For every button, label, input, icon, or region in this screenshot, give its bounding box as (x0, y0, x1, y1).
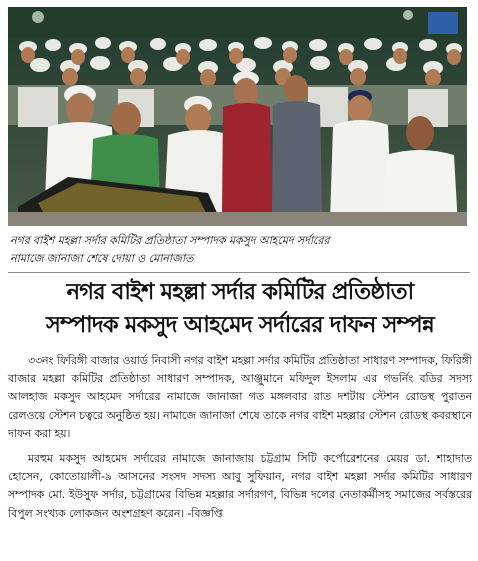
headline-line-1: নগর বাইশ মহল্লা সর্দার কমিটির প্রতিষ্ঠাতা (66, 279, 414, 305)
article-body (8, 352, 472, 530)
article-paragraph-1: ৩৩নং ফিরিঙ্গী বাজার ওয়ার্ড নিবাসী নগর বাইশ মহল্লা সর্দার কমিটির প্রতিষ্ঠাতা সাধারণ সম্পাদক, ফিরিঙ্গী বাজার মহল্লা কমিটির প্রতিষ্ঠাতা সাধারণ সম্পাদক, আঞ্জুমানে মফিদুল ইসলাম এর গভর্নিং বডির সদস্য আলহাজ মকসুদ আহমেদ সর্দারের নামাজে জানাজা গত মঙ্গলবার রাত দশটায় স্টেশন রোডস্থ পুরাতন রেলওয়ে স্টেশন চত্বরে অনুষ্ঠিত হয়। নামাজে জানাজা শেষে তাকে নগর বাইশ মহল্লার স্টেশন রোডস্থ কবরস্থানে দাফন করা হয়। (8, 354, 472, 440)
caption-divider (8, 272, 470, 273)
headline (6, 276, 474, 342)
prayer-gathering-photo (8, 7, 467, 226)
photo-caption (10, 232, 470, 268)
photo-caption-line-1: নগর বাইশ মহল্লা সর্দার কমিটির প্রতিষ্ঠাতা সম্পাদক মকসুদ আহমেদ সর্দারের (10, 234, 330, 247)
photo-caption-line-2: নামাজে জানাজা শেষে দোয়া ও মোনাজাত (10, 252, 194, 265)
photo-illustration (8, 7, 467, 226)
article-paragraph-2: মরহুম মকসুদ আহমেদ সর্দারের নামাজে জানাজায় চট্টগ্রাম সিটি কর্পোরেশনের মেয়র ডা. শাহাদাত হোসেন, কোতোয়ালী-৯ আসনের সংসদ সদস্য আবু সুফিয়ান, নগর বাইশ মহল্লা সর্দার কমিটির সাধারণ সম্পাদক মো. ইউসুফ সর্দার, চট্টগ্রামের বিভিন্ন মহল্লার সর্দারগণ, বিভিন্ন দলের নেতাকর্মীসহ সমাজের সর্বস্তরের বিপুল সংখ্যক লোকজন অংশগ্রহণ করেন। -বিজ্ঞপ্তি (8, 452, 472, 520)
headline-line-2: সম্পাদক মকসুদ আহমেদ সর্দারের দাফন সম্পন্ন (46, 312, 434, 338)
